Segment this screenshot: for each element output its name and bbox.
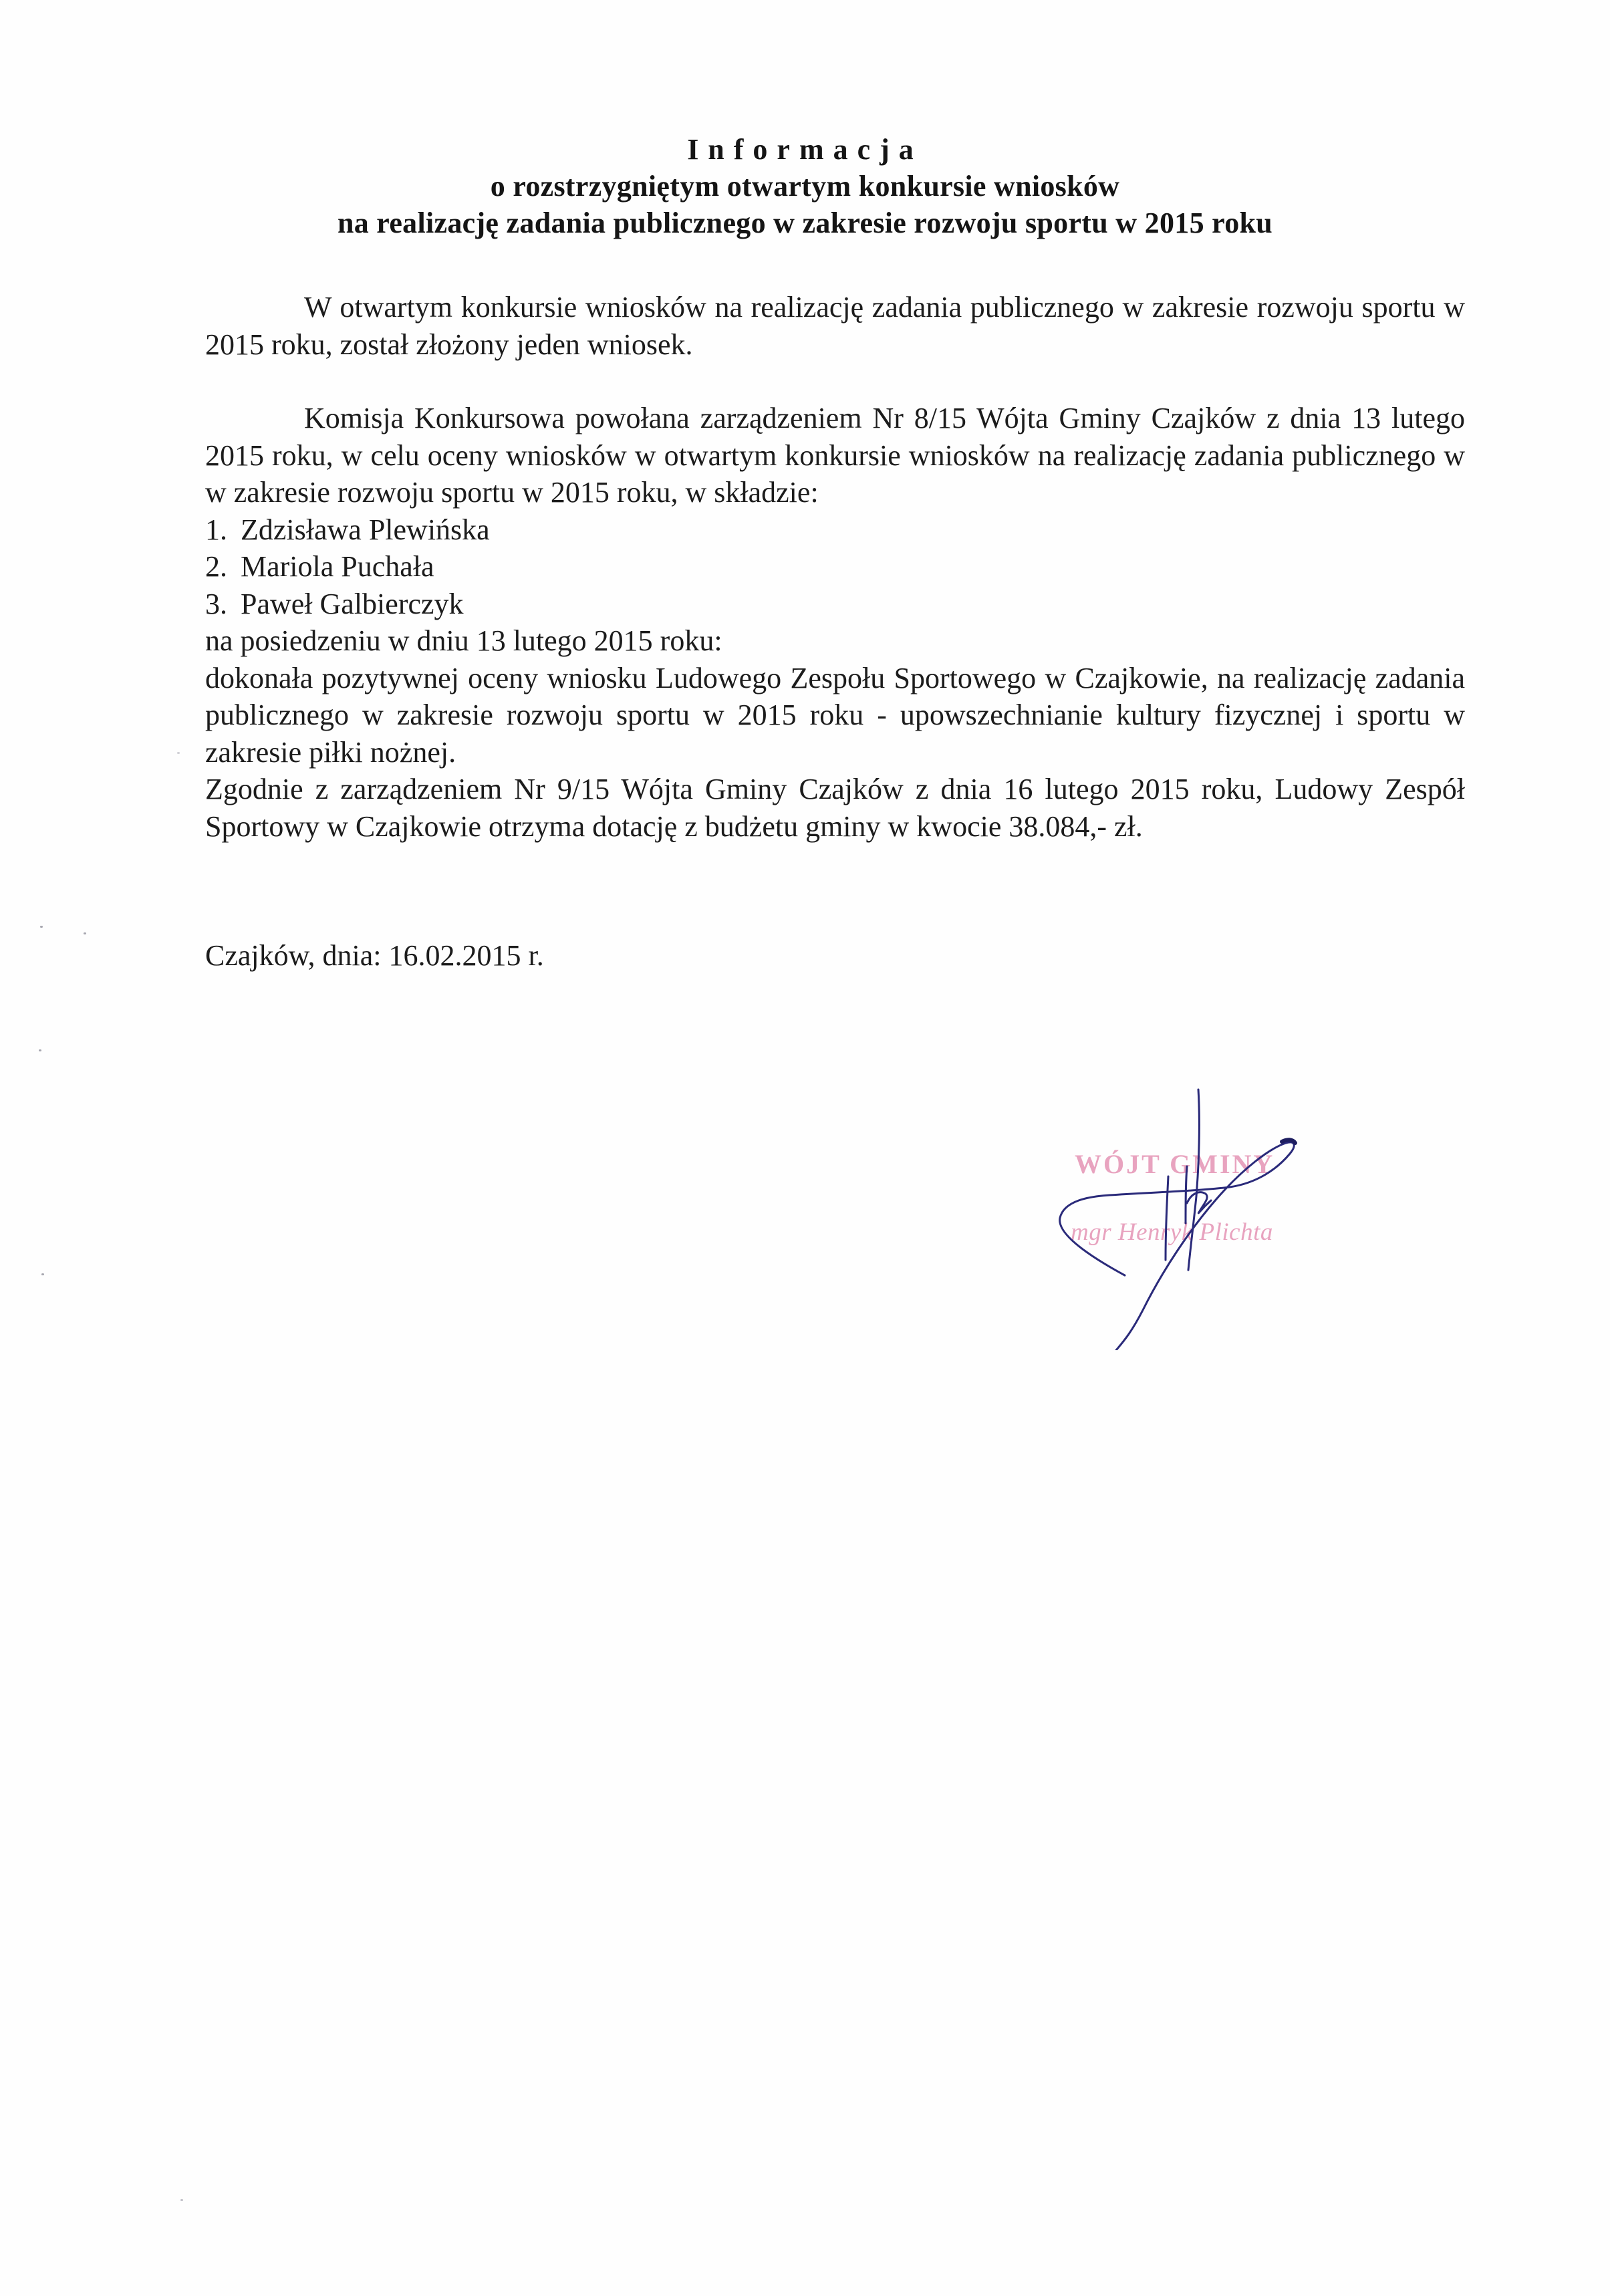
place-date: Czajków, dnia: 16.02.2015 r. [205,939,544,972]
stamp-name: mgr Henryk Plichta [1071,1219,1273,1246]
member-item [205,548,1465,586]
member-item [205,586,1465,623]
member-number: 2. [205,550,227,583]
scan-speck [39,1049,41,1051]
signature-stroke [1188,1090,1199,1270]
scan-speck [40,926,43,928]
commission-paragraph-block [205,400,1465,845]
decision-paragraph: dokonała pozytywnej oceny wniosku Ludowego Zespołu Sportowego w Czajkowie, na realizację zadania publicznego w zakresie rozwoju sportu w 2015 roku - upowszechnianie kultury fizycznej i sportu w zakresie piłki nożnej. [205,661,1465,769]
intro-paragraph: W otwartym konkursie wniosków na realizację zadania publicznego w zakresie rozwoju sportu w 2015 roku, został złożony jeden wniosek. [205,291,1465,361]
scan-speck [180,2199,183,2201]
commission-intro: Komisja Konkursowa powołana zarządzeniem Nr 8/15 Wójta Gminy Czajków z dnia 13 lutego 2015 roku, w celu oceny wniosków w otwartym konkursie wniosków na realizację zadania publicznego w w zakresie rozwoju sportu w 2015 roku, w składzie: [205,402,1465,509]
member-name: Paweł Galbierczyk [241,587,464,620]
member-name: Mariola Puchała [241,550,434,583]
scan-speck [84,932,86,934]
title-heading: Informacja [687,133,923,166]
scan-speck [41,1273,44,1275]
member-number: 1. [205,513,227,546]
intro-paragraph-block [205,289,1465,363]
stamp-title: WÓJT GMINY [1075,1149,1275,1179]
member-number: 3. [205,587,227,620]
title-subheading-1: o rozstrzygniętym otwartym konkursie wniosków [490,170,1120,203]
scan-speck [177,752,180,754]
commission-members-list [205,511,1465,623]
signature-stamp-area [1016,1069,1390,1350]
signature-stroke [1060,1142,1295,1350]
signature-stroke [1166,1176,1168,1260]
grant-paragraph: Zgodnie z zarządzeniem Nr 9/15 Wójta Gminy Czajków z dnia 16 lutego 2015 roku, Ludowy Zespół Sportowy w Czajkowie otrzyma dotację z budżetu gminy w kwocie 38.084,- zł. [205,773,1465,843]
meeting-line: na posiedzeniu w dniu 13 lutego 2015 roku: [205,624,722,657]
title-subheading-2: na realizację zadania publicznego w zakresie rozwoju sportu w 2015 roku [337,207,1273,239]
member-name: Zdzisława Plewińska [241,513,490,546]
member-item [205,511,1465,549]
document-title [0,131,1610,241]
handwritten-signature-icon [1016,1069,1390,1350]
signature-stroke [1186,1166,1187,1223]
